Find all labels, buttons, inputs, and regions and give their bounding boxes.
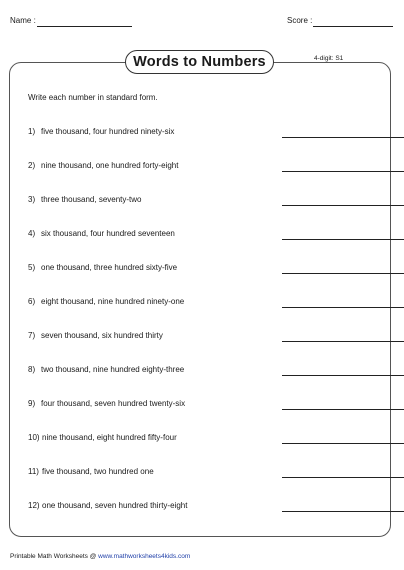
answer-line[interactable] [282, 511, 404, 512]
question-text: nine thousand, eight hundred fifty-four [42, 433, 177, 442]
question-row [28, 263, 388, 275]
worksheet-title: Words to Numbers [125, 50, 274, 74]
question-row [28, 331, 388, 343]
question-text: nine thousand, one hundred forty-eight [41, 161, 179, 170]
question-text: one thousand, seven hundred thirty-eight [42, 501, 188, 510]
question-number: 9) [28, 399, 36, 408]
question-number: 1) [28, 127, 36, 136]
question-number: 12) [28, 501, 40, 510]
score-label: Score : [287, 16, 313, 25]
question-row [28, 195, 388, 207]
question-row [28, 433, 388, 445]
footer-prefix: Printable Math Worksheets @ [10, 553, 99, 560]
question-text: three thousand, seventy-two [41, 195, 142, 204]
question-row [28, 297, 388, 309]
answer-line[interactable] [282, 443, 404, 444]
footer [10, 553, 190, 560]
footer-url[interactable]: www.mathworksheets4kids.com [98, 553, 191, 560]
question-text: one thousand, three hundred sixty-five [41, 263, 178, 272]
question-text: seven thousand, six hundred thirty [41, 331, 163, 340]
question-text: eight thousand, nine hundred ninety-one [41, 297, 185, 306]
answer-line[interactable] [282, 477, 404, 478]
answer-line[interactable] [282, 307, 404, 308]
answer-line[interactable] [282, 171, 404, 172]
question-row [28, 501, 388, 513]
question-row [28, 365, 388, 377]
question-row [28, 467, 388, 479]
question-number: 11) [28, 467, 39, 476]
answer-line[interactable] [282, 375, 404, 376]
question-number: 4) [28, 229, 36, 238]
question-text: two thousand, nine hundred eighty-three [41, 365, 185, 374]
question-number: 10) [28, 433, 40, 442]
question-row [28, 127, 388, 139]
name-label: Name : [10, 16, 36, 25]
answer-line[interactable] [282, 409, 404, 410]
question-text: five thousand, two hundred one [42, 467, 154, 476]
question-number: 3) [28, 195, 36, 204]
answer-line[interactable] [282, 239, 404, 240]
question-text: four thousand, seven hundred twenty-six [41, 399, 186, 408]
question-number: 7) [28, 331, 36, 340]
instruction-text: Write each number in standard form. [28, 93, 158, 102]
question-row [28, 399, 388, 411]
answer-line[interactable] [282, 137, 404, 138]
answer-line[interactable] [282, 341, 404, 342]
question-text: five thousand, four hundred ninety-six [41, 127, 175, 136]
question-row [28, 229, 388, 241]
question-number: 2) [28, 161, 36, 170]
question-row [28, 161, 388, 173]
answer-line[interactable] [282, 205, 404, 206]
question-text: six thousand, four hundred seventeen [41, 229, 175, 238]
score-field[interactable] [313, 26, 393, 27]
answer-line[interactable] [282, 273, 404, 274]
question-number: 8) [28, 365, 36, 374]
name-field[interactable] [37, 26, 132, 27]
question-number: 6) [28, 297, 36, 306]
question-number: 5) [28, 263, 36, 272]
worksheet-code: 4-digit: S1 [314, 55, 344, 62]
